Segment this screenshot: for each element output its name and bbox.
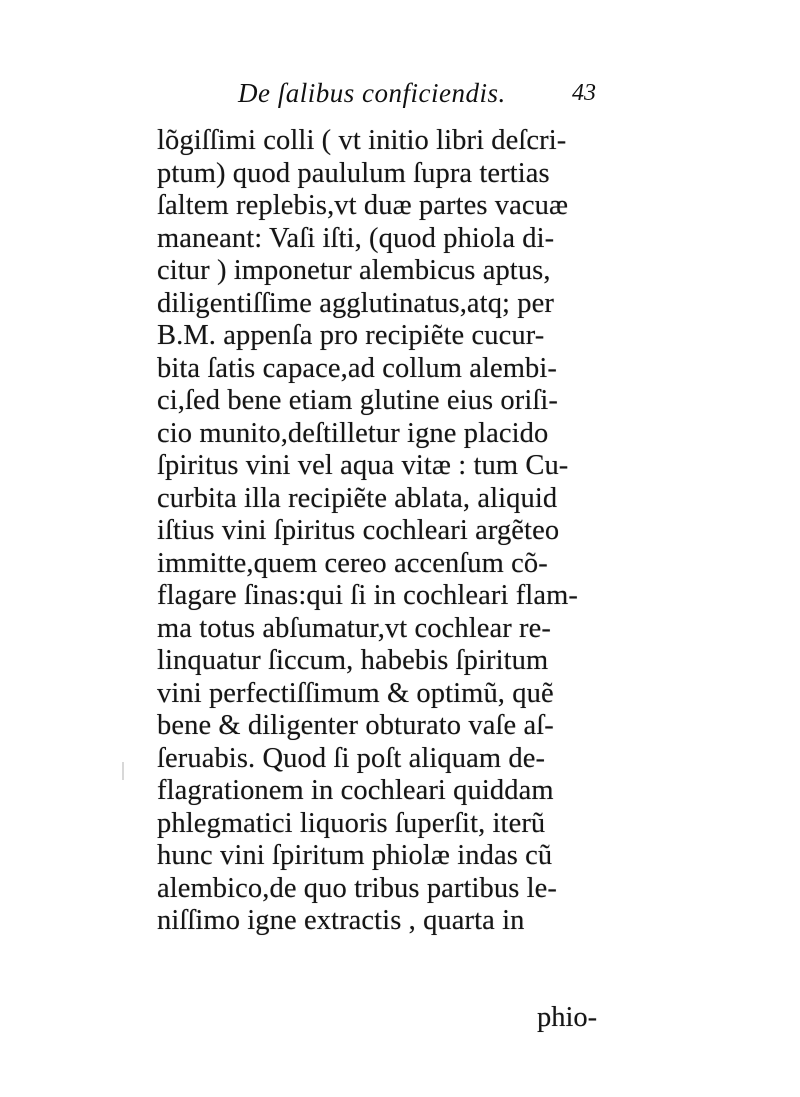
text-line: ptum) quod paululum ſupra tertias [157, 157, 550, 189]
text-line: maneant: Vaſi iſti, (quod phiola di- [157, 222, 555, 254]
text-line: citur ) imponetur alembicus aptus, [157, 255, 551, 286]
text-line: flagare ſinas:qui ſi in cochleari flam- [157, 580, 578, 611]
text-line: alembico,de quo tribus partibus le- [157, 872, 558, 904]
text-line: B.M. appenſa pro recipiẽte cucur- [157, 320, 545, 351]
text-line: cio munito,deſtilletur igne placido [157, 417, 549, 449]
catchword: phio- [537, 1002, 598, 1033]
text-line: bita ſatis capace,ad collum alembi- [157, 352, 557, 384]
text-line: linquatur ſiccum, habebis ſpiritum [157, 645, 549, 676]
text-line: flagrationem in cochleari quiddam [157, 775, 554, 806]
text-line: ſaltem replebis,vt duæ partes vacuæ [157, 190, 569, 221]
text-line: niſſimo igne extractis , quarta in [157, 905, 525, 936]
margin-mark [122, 762, 124, 780]
text-line: ma totus abſumatur,vt cochlear re- [157, 612, 551, 644]
running-head [238, 78, 608, 118]
text-line: lõgiſſimi colli ( vt initio libri deſcri- [157, 125, 567, 156]
text-line: iſtius vini ſpiritus cochleari argẽteo [157, 515, 560, 546]
page-number: 43 [572, 80, 596, 106]
text-line: immitte,quem cereo accenſum cõ- [157, 547, 548, 579]
text-line: ſeruabis. Quod ſi poſt aliquam de- [157, 742, 546, 774]
text-line: ci,ſed bene etiam glutine eius oriſi- [157, 385, 558, 416]
text-line: phlegmatici liquoris ſuperſit, iterũ [157, 807, 546, 839]
text-line: curbita illa recipiẽte ablata, aliquid [157, 482, 558, 514]
text-line: vini perfectiſſimum & optimũ, quẽ [157, 677, 554, 709]
body-text [157, 125, 607, 938]
text-line: bene & diligenter obturato vaſe aſ- [157, 710, 554, 741]
running-title: De ſalibus conficiendis. [238, 78, 506, 108]
text-line: ſpiritus vini vel aqua vitæ : tum Cu- [157, 450, 569, 481]
text-line: diligentiſſime agglutinatus,atq; per [157, 287, 554, 319]
text-line: hunc vini ſpiritum phiolæ indas cũ [157, 840, 553, 871]
